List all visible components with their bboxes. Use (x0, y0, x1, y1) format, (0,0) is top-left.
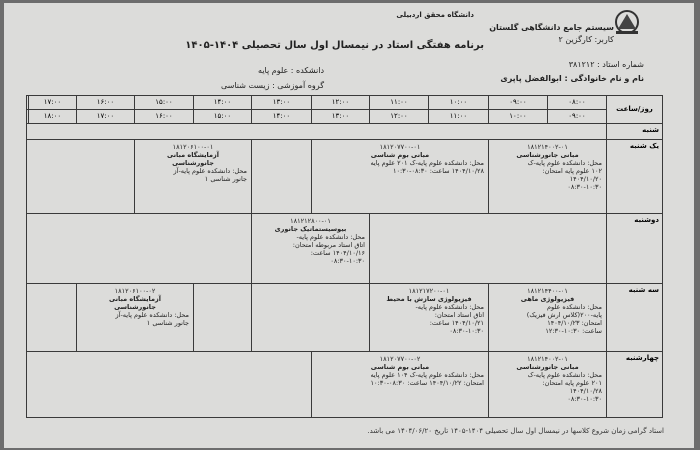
course-location: محل: دانشکده علوم (546, 303, 602, 311)
course-code: ۱۸۱۲۱۷۲۰۰-۰۱ (408, 287, 450, 295)
course-exam-time: ۰۸:۳۰-۱۰:۳۰ (567, 183, 602, 191)
schedule-table (26, 95, 663, 418)
course-exam-time: ساعت: ۱۰:۳۰-۱۲:۳۰ (545, 327, 602, 335)
department: گروه آموزشی : زیست شناسی (220, 81, 324, 90)
empty-cell (27, 140, 135, 214)
course-exam-time: ۰۸:۳۰-۱۰:۳۰ (567, 395, 602, 403)
faculty: دانشکده : علوم پایه (258, 66, 324, 75)
course-location: محل: دانشکده علوم پایه-ک ۲۰۱ علوم پایه (370, 159, 484, 167)
time-slot-0800: ۰۸:۰۰ (548, 96, 607, 110)
day-saturday: شنبه (607, 124, 663, 140)
course-code: ۱۸۱۲۰۶۱۰۰-۰۲ (114, 287, 156, 295)
course-block-sun-1[interactable] (489, 140, 607, 214)
empty-cell (370, 214, 607, 284)
course-location-2: پایه-۲۰۰(کلاس ارش فیزیک) (526, 311, 602, 319)
day-monday: دوشنبه (607, 214, 663, 284)
course-location: محل: دانشکده علوم پایه-آز (115, 311, 189, 319)
course-name: آزمایشگاه مبانی (167, 151, 219, 159)
university-name: دانشگاه محقق اردبیلی (396, 11, 474, 19)
course-name: آزمایشگاه مبانی (109, 295, 161, 303)
course-block-tue-2[interactable] (370, 284, 489, 352)
course-block-wed-2[interactable] (312, 352, 489, 418)
course-name: فیزیولوژی ماهی (520, 295, 575, 303)
course-location-2: اتاق استاد امتحان: (434, 311, 484, 319)
course-exam: ۱۴۰۴/۱۰/۲۰ (569, 175, 602, 183)
time-slot-1200: ۱۲:۰۰ (312, 96, 370, 110)
time-slot-0900-end: ۱۰:۰۰ (489, 110, 548, 124)
time-slot-0800-end: ۰۹:۰۰ (548, 110, 607, 124)
course-block-sun-3[interactable] (135, 140, 252, 214)
course-location: محل: دانشکده علوم پایه-ک (527, 371, 602, 379)
time-slot-1000: ۱۰:۰۰ (429, 96, 489, 110)
professor-number: شماره استاد : ۳۸۱۲۱۲ (568, 60, 644, 69)
course-block-sun-2[interactable] (312, 140, 489, 214)
time-slot-0900: ۰۹:۰۰ (489, 96, 548, 110)
empty-cell (194, 284, 252, 352)
course-name: مبانی بوم شناسی (370, 363, 430, 371)
course-name-2: جانورشناسی (114, 303, 156, 311)
time-slot-1000-end: ۱۱:۰۰ (429, 110, 489, 124)
time-slot-1400-end: ۱۵:۰۰ (194, 110, 252, 124)
saturday-row (27, 124, 607, 140)
course-exam: ۱۴۰۴/۱۰/۲۸ (569, 387, 602, 395)
user-location: کاربر: کارگزین ۲ (558, 35, 614, 44)
course-block-wed-1[interactable] (489, 352, 607, 418)
time-slot-1700-end: ۱۸:۰۰ (29, 110, 77, 124)
course-location: محل: دانشکده علوم پایه-ک (527, 159, 602, 167)
course-name: بیوسیستماتیک جانوری (274, 225, 347, 233)
time-slot-extra-end (27, 110, 29, 124)
course-code: ۱۸۱۲۰۷۷۰۰-۰۱ (379, 143, 421, 151)
day-time-header: روز/ساعت (607, 96, 663, 124)
course-exam-time: ۰۸:۳۰-۱۰:۳۰ (330, 257, 365, 265)
schedule-page (4, 3, 694, 448)
footer-note: استاد گرامی زمان شروع کلاسها در نیمسال اول سال تحصیلی ۱۴۰۴-۱۴۰۵ تاریخ ۱۴۰۴/۰۶/۲۰ می باشد. (367, 427, 664, 435)
course-name: مبانی جانورشناسی (516, 151, 579, 159)
time-slot-extra (27, 96, 29, 110)
day-sunday: یک شنبه (607, 140, 663, 214)
time-slot-1100: ۱۱:۰۰ (370, 96, 429, 110)
course-block-tue-3[interactable] (77, 284, 194, 352)
time-slot-1700: ۱۷:۰۰ (29, 96, 77, 110)
course-name: مبانی بوم شناسی (370, 151, 430, 159)
course-location: محل: دانشکده علوم پایه-آز (173, 167, 247, 175)
course-location: محل: دانشکده علوم پایه- (296, 233, 365, 241)
course-block-mon-1[interactable] (252, 214, 370, 284)
course-exam: امتحان: ۱۴۰۴/۱۰/۲۲ ساعت: ۰۸:۳۰-۱۰:۳۰ (370, 379, 484, 387)
course-code: ۱۸۱۲۱۲۸۰۰-۰۱ (290, 217, 331, 225)
time-slot-1100-end: ۱۲:۰۰ (370, 110, 429, 124)
course-name: مبانی جانورشناسی (516, 363, 579, 371)
course-location-2: جانور شناسی ۱ (204, 175, 247, 183)
course-name: فیزیولوژی سازش با محیط (386, 295, 472, 303)
course-location-2: ۲۰۱ علوم پایه امتحان: (542, 379, 602, 387)
empty-cell (27, 214, 252, 284)
time-slot-1600: ۱۶:۰۰ (77, 96, 135, 110)
course-code: ۱۸۱۲۱۴۰۰۲-۰۱ (527, 143, 568, 151)
course-code: ۱۸۱۲۱۴۴۰۰-۰۱ (527, 287, 568, 295)
empty-cell (27, 284, 77, 352)
empty-cell (252, 140, 312, 214)
course-location-2: ۱۰۲ علوم پایه امتحان: (542, 167, 602, 175)
course-code: ۱۸۱۲۰۶۱۰۰-۰۱ (172, 143, 214, 151)
time-slot-1600-end: ۱۷:۰۰ (77, 110, 135, 124)
course-exam: ۱۴۰۴/۱۰/۱۶ ساعت: (310, 249, 365, 257)
course-location-2: اتاق استاد مربوطه امتحان: (292, 241, 365, 249)
day-wednesday: چهارشنبه (607, 352, 663, 418)
time-slot-1300: ۱۳:۰۰ (252, 96, 312, 110)
course-location: محل: دانشکده علوم پایه-ک ۱۰۴ علوم پایه (370, 371, 484, 379)
university-logo-icon (610, 9, 644, 37)
course-name-2: جانورشناسی (172, 159, 214, 167)
time-slot-1300-end: ۱۴:۰۰ (252, 110, 312, 124)
course-code: ۱۸۱۲۱۴۰۰۲-۰۱ (527, 355, 568, 363)
course-code: ۱۸۱۲۰۷۷۰۰-۰۲ (379, 355, 421, 363)
course-exam: امتحان: ۱۴۰۴/۱۰/۲۳ (547, 319, 602, 327)
course-location-2: جانور شناسی ۱ (146, 319, 189, 327)
course-block-tue-1[interactable] (489, 284, 607, 352)
course-exam: ۱۴۰۴/۱۰/۲۸ ساعت: ۰۸:۳۰-۱۰:۳۰ (393, 167, 484, 175)
time-slot-1400: ۱۴:۰۰ (194, 96, 252, 110)
time-slot-1500-end: ۱۶:۰۰ (135, 110, 194, 124)
empty-cell (252, 284, 370, 352)
course-exam: ۱۴۰۴/۱۰/۲۱ ساعت: (429, 319, 484, 327)
time-slot-1500: ۱۵:۰۰ (135, 96, 194, 110)
course-exam-time: ۰۸:۳۰-۱۰:۳۰ (449, 327, 484, 335)
professor-name: نام و نام خانوادگی : ابوالفضل پاپری (500, 74, 644, 83)
day-tuesday: سه شنبه (607, 284, 663, 352)
empty-cell (27, 352, 312, 418)
time-slot-1200-end: ۱۳:۰۰ (312, 110, 370, 124)
system-name: سیستم جامع دانشگاهی گلستان (489, 23, 614, 32)
page-title: برنامه هفتگی استاد در نیمسال اول سال تحصیلی ۱۴۰۴-۱۴۰۵ (185, 40, 484, 51)
course-location: محل: دانشکده علوم پایه- (415, 303, 484, 311)
